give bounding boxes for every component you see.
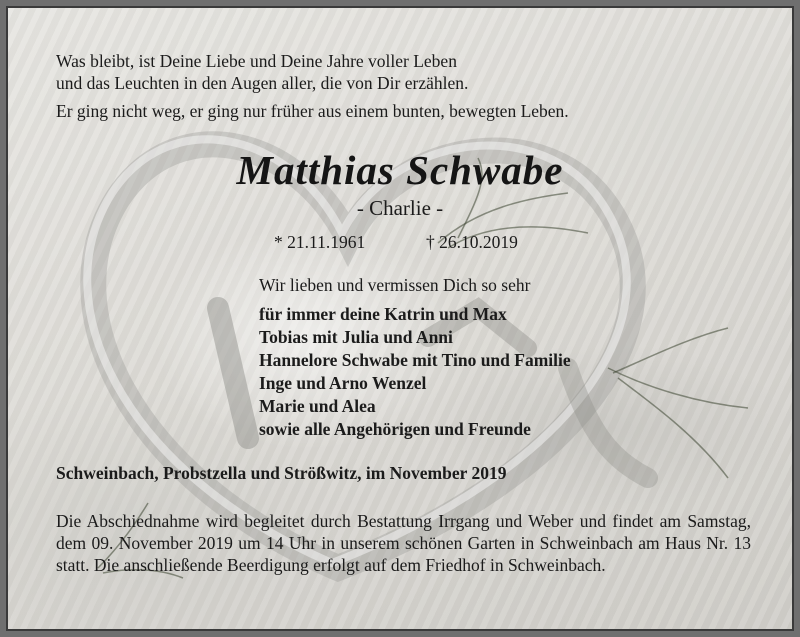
birth-date: * 21.11.1961 [274,232,366,252]
obituary-notice [6,6,794,631]
mourner-line: Tobias mit Julia und Anni [259,327,453,347]
notice-content [8,8,792,629]
deceased-name: Matthias Schwabe [236,147,564,193]
intro-line-3: Er ging nicht weg, er ging nur früher aus einem bunten, bewegten Leben. [56,101,569,121]
death-date: † 26.10.2019 [426,232,518,252]
mourner-line: sowie alle Angehörigen und Freunde [259,419,531,439]
mourner-line: Hannelore Schwabe mit Tino und Familie [259,350,571,370]
deceased-nickname: - Charlie - [356,196,444,220]
mourners-lead: Wir lieben und vermissen Dich so sehr [259,275,531,295]
mourner-line: Inge und Arno Wenzel [259,373,427,393]
intro-line-2: und das Leuchten in den Augen aller, die von Dir erzählen. [56,73,469,93]
place-and-date: Schweinbach, Probstzella und Strößwitz, im November 2019 [56,463,507,483]
intro-line-1: Was bleibt, ist Deine Liebe und Deine Jahre voller Leben [56,51,457,71]
mourner-line: für immer deine Katrin und Max [259,304,507,324]
service-announcement: Die Abschiednahme wird begleitet durch Bestattung Irrgang und Weber und findet am Samstag, dem 09. November 2019 um 14 Uhr in unserem schönen Garten in Schweinbach am Haus Nr. 13 statt. Die anschließende Beerdigung erfolgt auf dem Friedhof in Schweinbach. [56,511,751,575]
mourner-line: Marie und Alea [259,396,376,416]
